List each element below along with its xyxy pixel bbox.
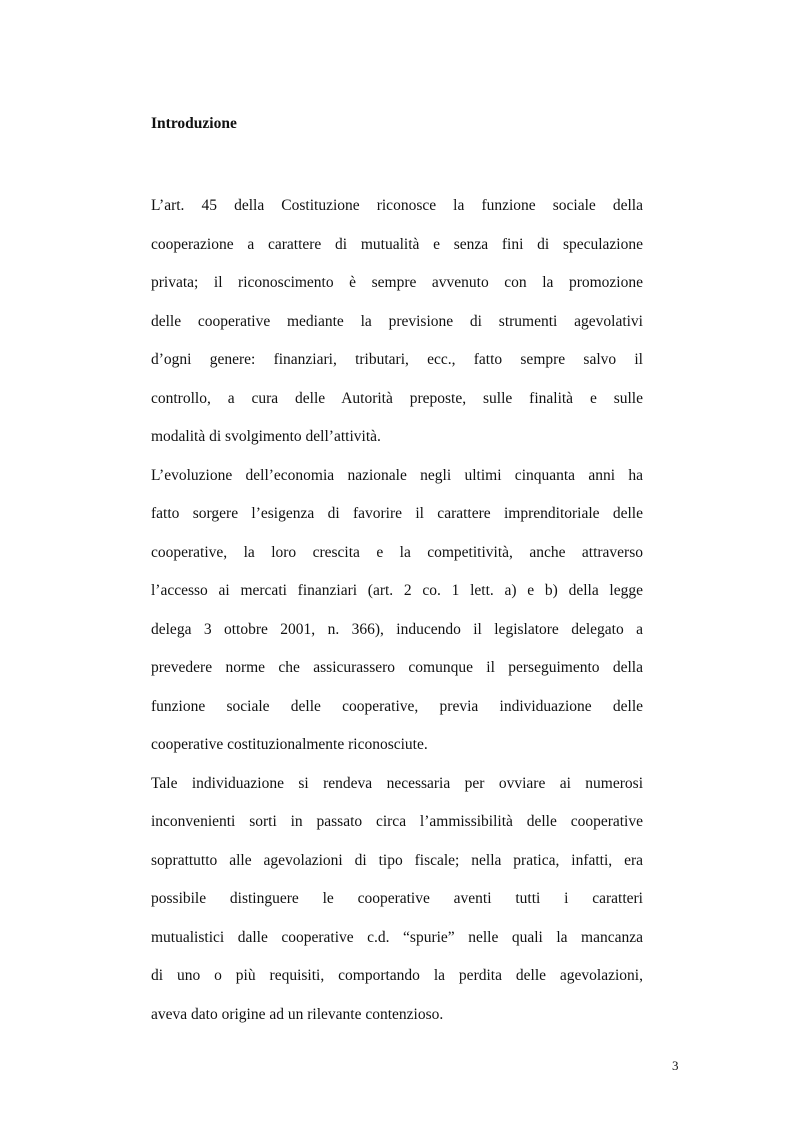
text-line: d’ogni genere: finanziari, tributari, ecc., fatto sempre salvo il	[151, 351, 643, 368]
paragraph-3	[151, 765, 643, 1035]
section-heading: Introduzione	[151, 115, 237, 132]
text-line: di uno o più requisiti, comportando la perdita delle agevolazioni,	[151, 967, 643, 984]
text-line: funzione sociale delle cooperative, previa individuazione delle	[151, 697, 643, 715]
text-line: possibile distinguere le cooperative aventi tutti i caratteri	[151, 890, 643, 907]
paragraph-2	[151, 457, 643, 765]
text-line: mutualistici dalle cooperative c.d. “spurie” nelle quali la mancanza	[151, 928, 643, 946]
text-line: fatto sorgere l’esigenza di favorire il carattere imprenditoriale delle	[151, 505, 643, 522]
text-line: delega 3 ottobre 2001, n. 366), inducendo il legislatore delegato a	[151, 620, 643, 638]
text-line: cooperative costituzionalmente riconosciute.	[151, 736, 428, 753]
text-line: delle cooperative mediante la previsione di strumenti agevolativi	[151, 312, 643, 330]
text-line: inconvenienti sorti in passato circa l’ammissibilità delle cooperative	[151, 813, 643, 830]
text-line: L’evoluzione dell’economia nazionale negli ultimi cinquanta anni ha	[151, 466, 643, 484]
page-number: 3	[672, 1058, 679, 1073]
text-line: Tale individuazione si rendeva necessaria per ovviare ai numerosi	[151, 774, 643, 792]
text-line: prevedere norme che assicurassero comunque il perseguimento della	[151, 659, 643, 676]
text-line: aveva dato origine ad un rilevante contenzioso.	[151, 1005, 444, 1023]
text-line: l’accesso ai mercati finanziari (art. 2 co. 1 lett. a) e b) della legge	[151, 582, 643, 599]
text-line: controllo, a cura delle Autorità preposte, sulle finalità e sulle	[151, 389, 643, 407]
text-line: cooperazione a carattere di mutualità e senza fini di speculazione	[151, 235, 643, 253]
paragraph-1	[151, 187, 643, 457]
text-line: L’art. 45 della Costituzione riconosce la funzione sociale della	[151, 197, 643, 214]
text-line: cooperative, la loro crescita e la competitività, anche attraverso	[151, 543, 643, 561]
text-line: privata; il riconoscimento è sempre avvenuto con la promozione	[151, 274, 643, 291]
text-line: modalità di svolgimento dell’attività.	[151, 428, 381, 445]
body-text	[151, 187, 643, 1034]
text-line: soprattutto alle agevolazioni di tipo fiscale; nella pratica, infatti, era	[151, 851, 643, 869]
